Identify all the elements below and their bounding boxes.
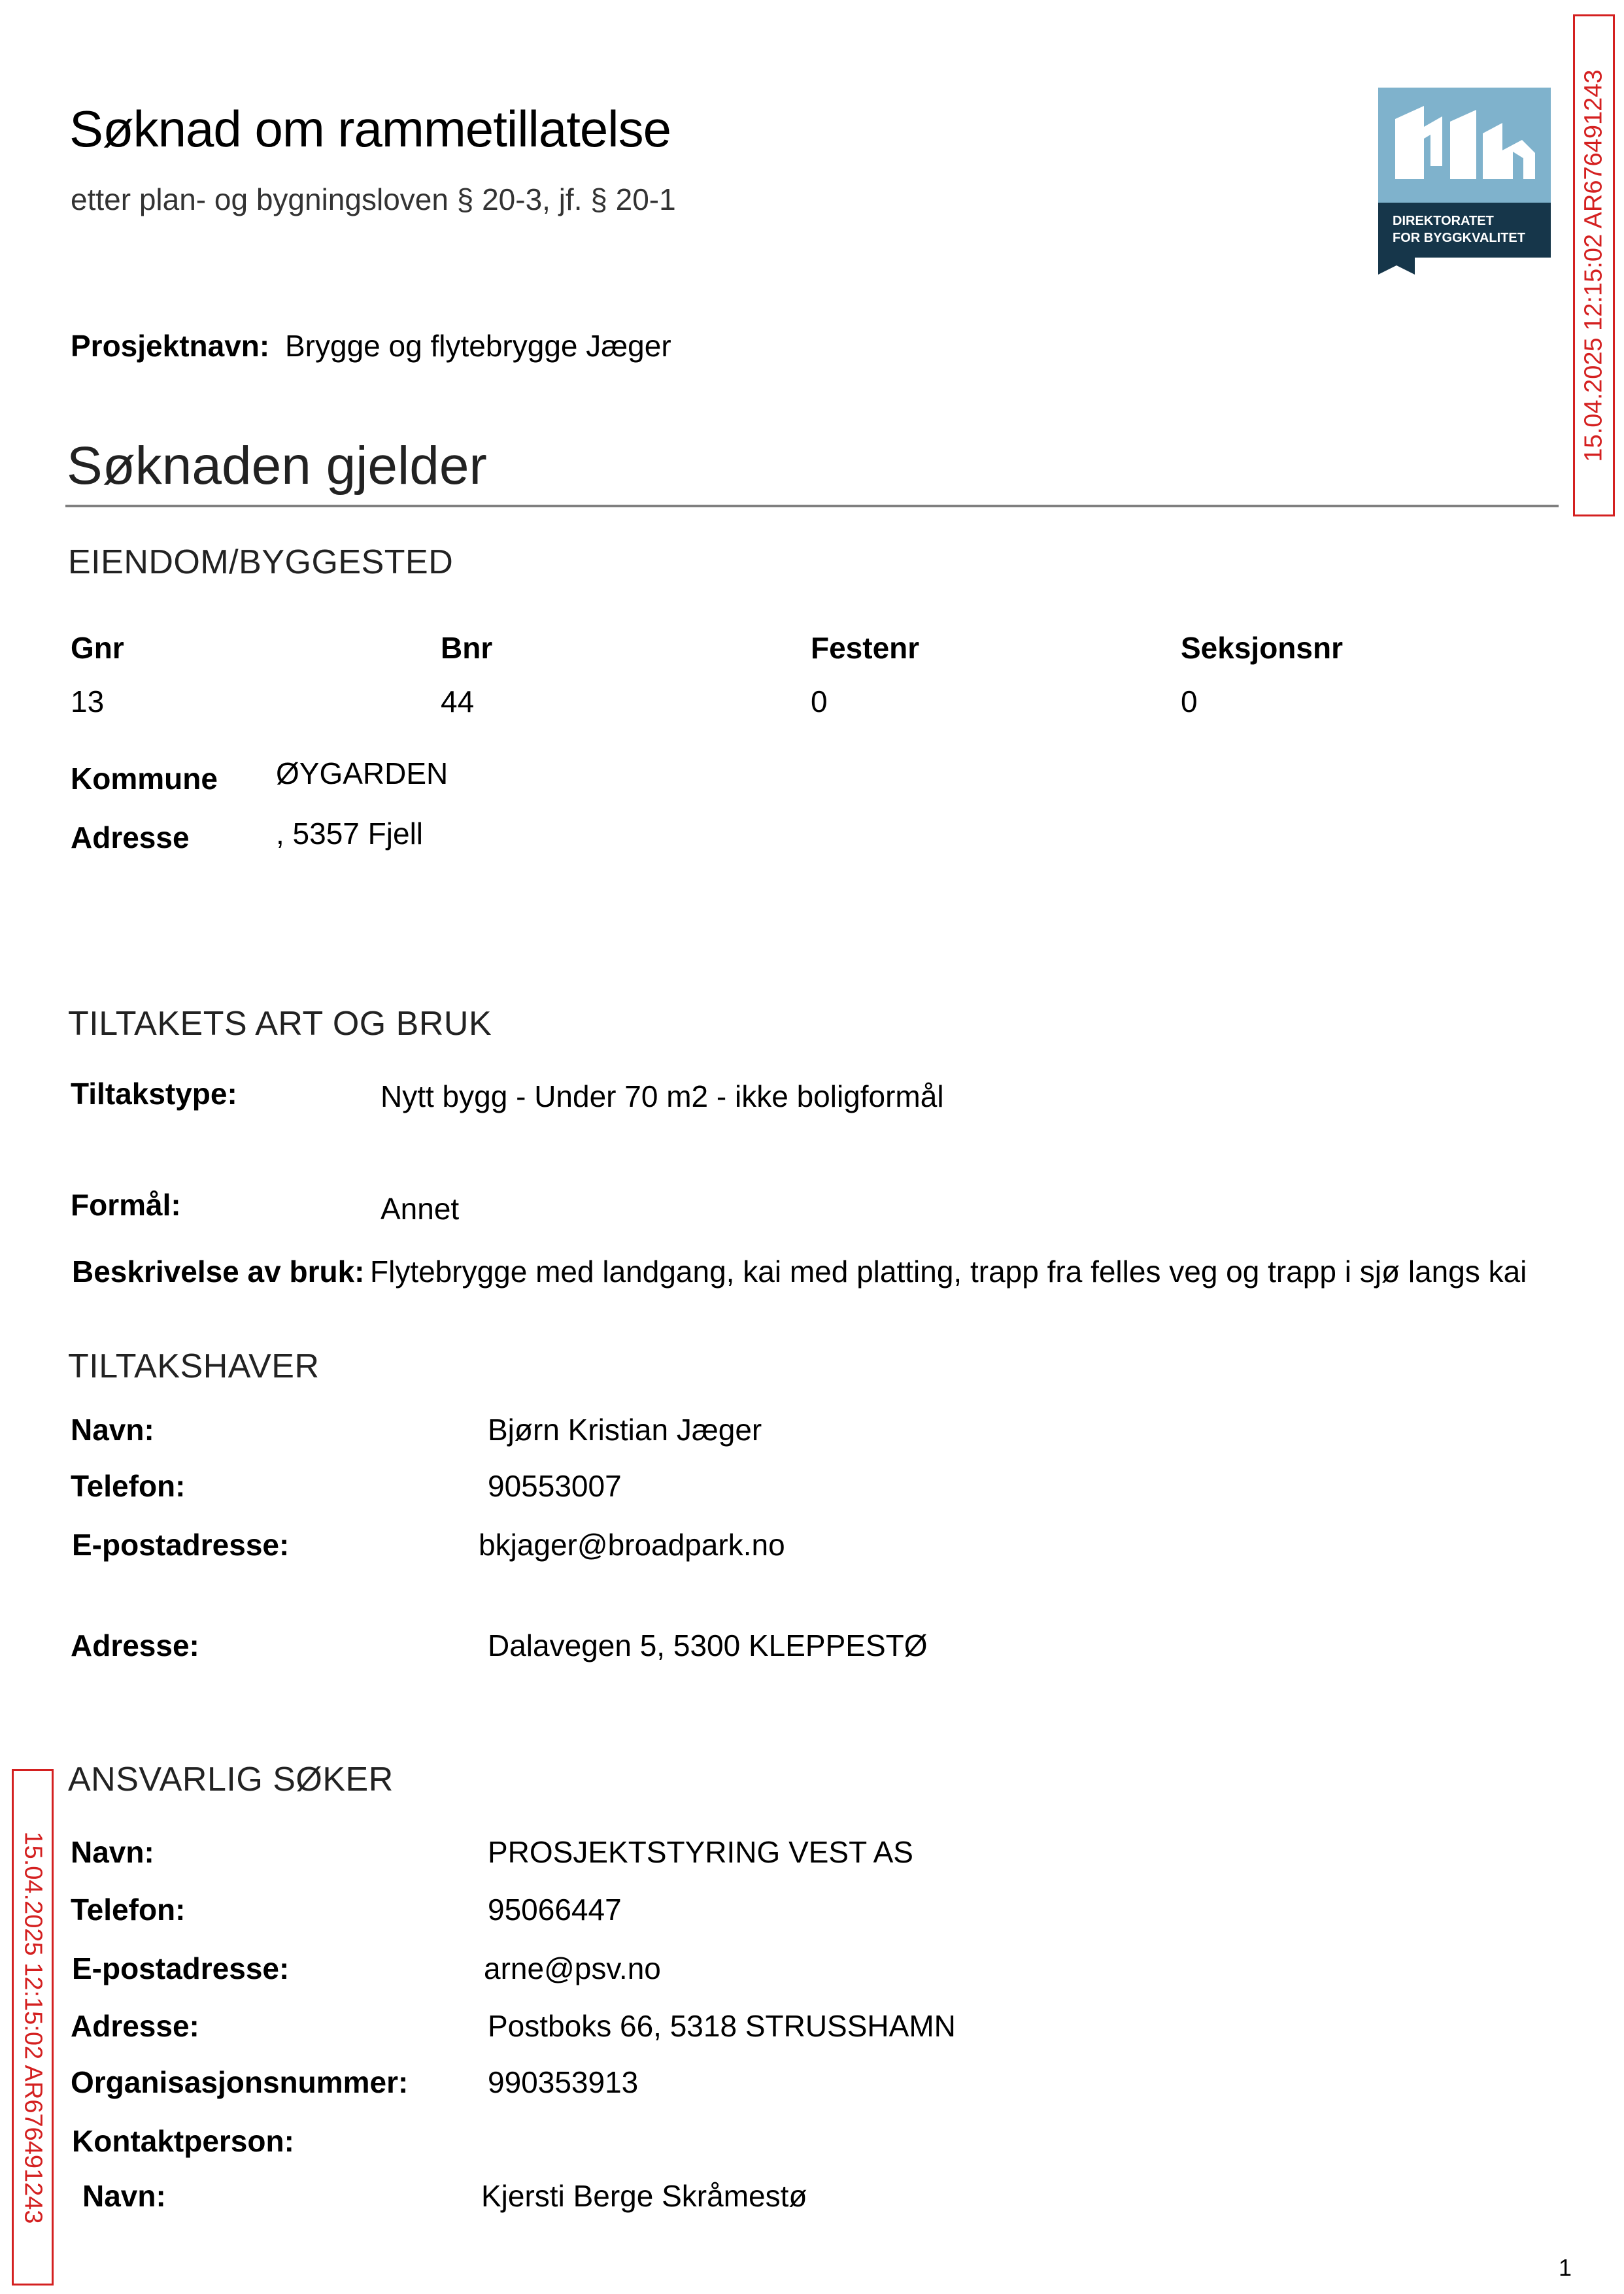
tiltakshaver-telefon-label: Telefon: xyxy=(71,1469,186,1503)
tiltakshaver-heading: TILTAKSHAVER xyxy=(68,1347,320,1385)
tiltak-heading: TILTAKETS ART OG BRUK xyxy=(68,1005,492,1043)
festenr-label: Festenr xyxy=(811,631,920,665)
tiltakshaver-adresse-label: Adresse: xyxy=(71,1628,199,1662)
festenr-value: 0 xyxy=(811,684,828,718)
eiendom-heading: EIENDOM/BYGGESTED xyxy=(68,543,454,581)
timestamp-stamp-top-text: 15.04.2025 12:15:02 AR676491243 xyxy=(1580,69,1608,462)
ansvarlig-telefon-label: Telefon: xyxy=(71,1893,186,1927)
orgnr-value: 990353913 xyxy=(488,2065,639,2099)
kommune-value: ØYGARDEN xyxy=(276,756,448,790)
tiltakshaver-adresse-value: Dalavegen 5, 5300 KLEPPESTØ xyxy=(488,1628,928,1662)
gnr-label: Gnr xyxy=(71,631,124,665)
timestamp-stamp-left xyxy=(12,1769,54,2286)
dibk-logo-graphic xyxy=(1378,88,1551,275)
logo-line1: DIREKTORATET xyxy=(1393,214,1494,228)
section-heading: Søknaden gjelder xyxy=(67,436,487,496)
formal-label: Formål: xyxy=(71,1188,181,1222)
dibk-logo xyxy=(1378,88,1551,275)
tiltakshaver-epost-value: bkjager@broadpark.no xyxy=(479,1528,785,1562)
formal-value: Annet xyxy=(381,1192,460,1226)
kontaktperson-navn-label: Navn: xyxy=(82,2179,166,2213)
timestamp-stamp-left-text: 15.04.2025 12:15:02 AR676491243 xyxy=(19,1830,47,2224)
project-name-label: Prosjektnavn: xyxy=(71,329,270,363)
page-number: 1 xyxy=(1559,2254,1572,2281)
ansvarlig-navn-label: Navn: xyxy=(71,1835,154,1869)
tiltakshaver-epost-label: E-postadresse: xyxy=(72,1528,290,1562)
bnr-label: Bnr xyxy=(441,631,493,665)
document-title: Søknad om rammetillatelse xyxy=(69,100,671,158)
tiltakshaver-navn-label: Navn: xyxy=(71,1413,154,1447)
ansvarlig-epost-value: arne@psv.no xyxy=(484,1951,661,1985)
kontaktperson-navn-value: Kjersti Berge Skråmestø xyxy=(481,2179,807,2213)
tiltakshaver-telefon-value: 90553007 xyxy=(488,1469,622,1503)
tiltakshaver-navn-value: Bjørn Kristian Jæger xyxy=(488,1413,762,1447)
ansvarlig-epost-label: E-postadresse: xyxy=(72,1951,290,1985)
orgnr-label: Organisasjonsnummer: xyxy=(71,2065,409,2099)
project-name-value: Brygge og flytebrygge Jæger xyxy=(285,329,671,363)
logo-line2: FOR BYGGKVALITET xyxy=(1393,231,1525,245)
adresse-label: Adresse xyxy=(71,820,190,854)
gnr-value: 13 xyxy=(71,684,105,718)
adresse-value: , 5357 Fjell xyxy=(276,817,424,851)
ansvarlig-telefon-value: 95066447 xyxy=(488,1893,622,1927)
kommune-label: Kommune xyxy=(71,762,218,796)
kontaktperson-label: Kontaktperson: xyxy=(72,2124,294,2158)
section-divider xyxy=(65,505,1559,507)
tiltakstype-value: Nytt bygg - Under 70 m2 - ikke boligformål xyxy=(381,1079,944,1113)
tiltakstype-label: Tiltakstype: xyxy=(71,1077,237,1111)
bnr-value: 44 xyxy=(441,684,475,718)
document-subtitle: etter plan- og bygningsloven § 20-3, jf. § 20-1 xyxy=(71,182,676,216)
ansvarlig-heading: ANSVARLIG SØKER xyxy=(68,1761,394,1798)
ansvarlig-adresse-value: Postboks 66, 5318 STRUSSHAMN xyxy=(488,2009,956,2043)
bruk-label: Beskrivelse av bruk: xyxy=(72,1255,365,1289)
ansvarlig-navn-value: PROSJEKTSTYRING VEST AS xyxy=(488,1835,913,1869)
timestamp-stamp-top xyxy=(1573,14,1615,516)
seksjonsnr-value: 0 xyxy=(1181,684,1198,718)
seksjonsnr-label: Seksjonsnr xyxy=(1181,631,1343,665)
ansvarlig-adresse-label: Adresse: xyxy=(71,2009,199,2043)
bruk-value: Flytebrygge med landgang, kai med platting, trapp fra felles veg og trapp i sjø langs kai xyxy=(370,1255,1527,1289)
